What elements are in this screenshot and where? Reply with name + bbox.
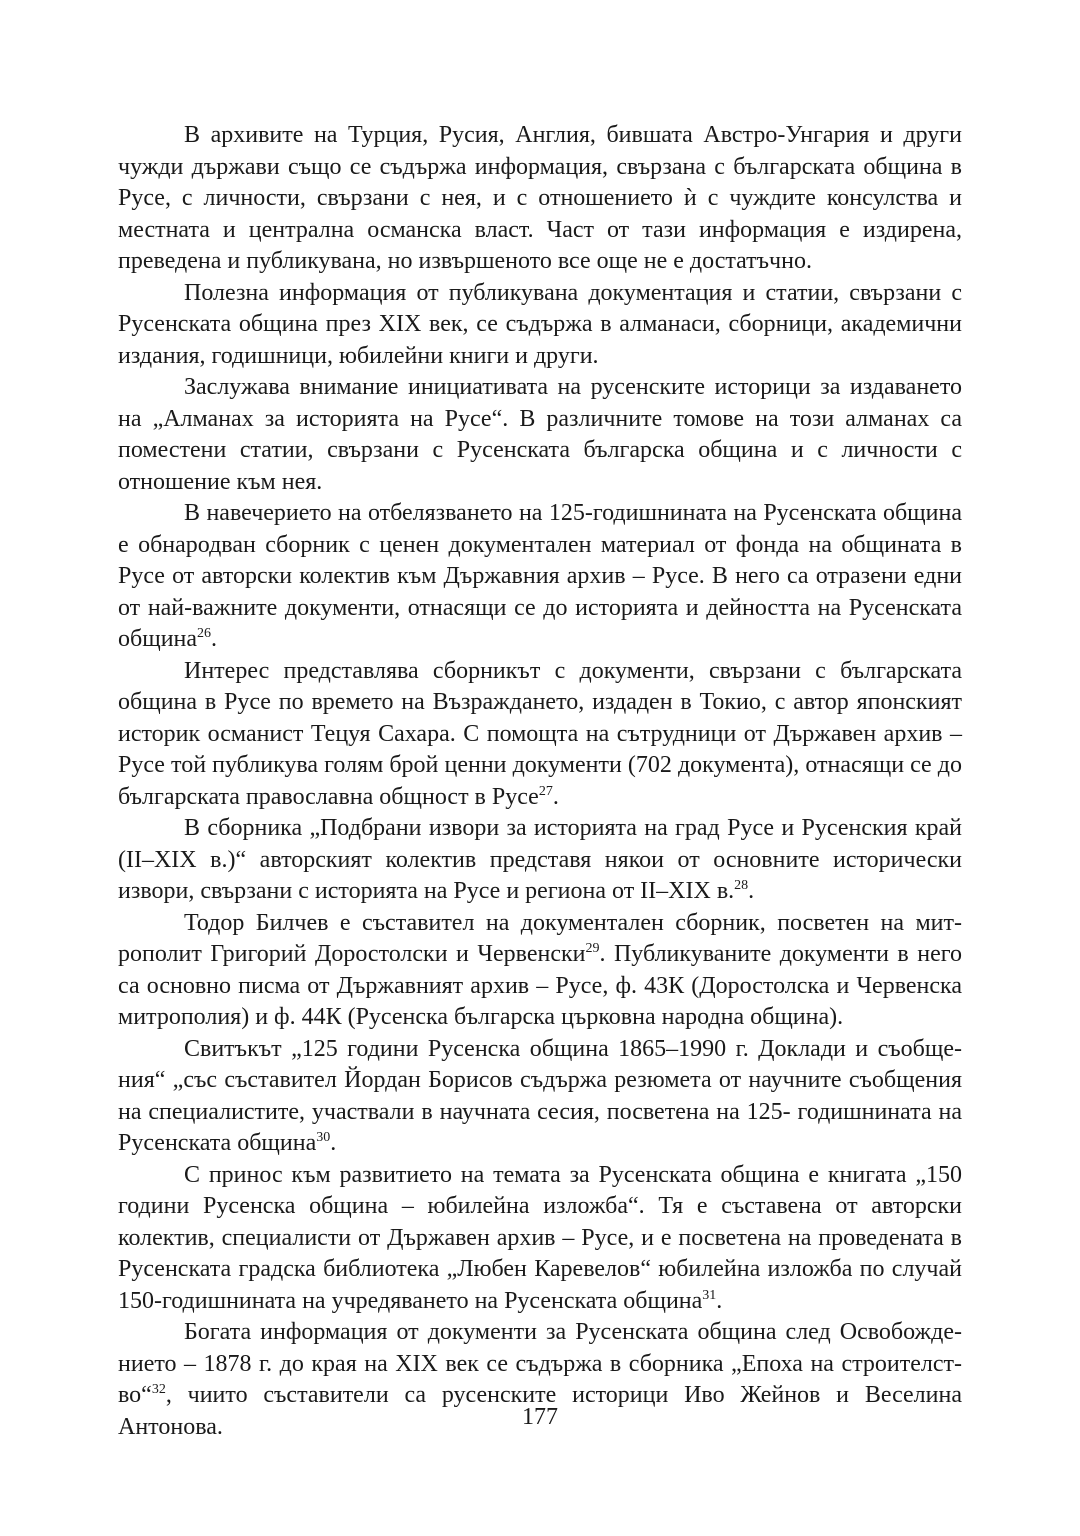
paragraph-tail: . Публикуваните документи в него са основно писма от Държавният архив – Русе, ф. 43К (Доростолска и Червенска митрополия) и ф. 44К (Русенска българска църковна народна община). bbox=[118, 941, 962, 1030]
paragraph-5 bbox=[118, 656, 962, 814]
paragraph-text: Интерес представлява сборникът с документи, свързани с българската община в Русе по времето на Възраждането, издаден в Токио, с автор японският историк османист Тецуя Сахара. С помощта на сътрудници от Държавен архив – Русе той публикува голям брой ценни документи (702 документа), отнасящи се до българската православна общност в Русе bbox=[118, 657, 962, 810]
footnote-ref-28[interactable]: 28 bbox=[734, 878, 749, 893]
paragraph-tail: . bbox=[552, 783, 559, 810]
paragraph-text: Заслужава внимание инициативата на русенските историци за издаването на „Алманах за историята на Русе“. В различните томове на този алманах са поместени статии, свързани с Русенската българска община и с личности с отношение към нея. bbox=[118, 374, 962, 495]
paragraph-2 bbox=[118, 278, 962, 373]
footnote-ref-31[interactable]: 31 bbox=[702, 1287, 717, 1303]
paragraph-3 bbox=[118, 372, 962, 498]
paragraph-9 bbox=[118, 1160, 962, 1318]
footnote-ref-26[interactable]: 26 bbox=[197, 626, 212, 641]
footnote-ref-32[interactable]: 32 bbox=[151, 1382, 166, 1397]
paragraph-tail: . bbox=[716, 1287, 723, 1314]
paragraph-4 bbox=[118, 498, 962, 656]
paragraph-text: В сборника „Подбрани извори за историята на град Русе и Русенския край (II–XIX в.)“ авторският колектив представя някои от основните исторически извори, свързани с историята на Русе и региона от II–XIX в. bbox=[118, 815, 962, 904]
paragraph-text: Богата информация от документи за Русенската община след Освобождението – 1878 г. до края на XIX век се съдържа в сборника „Епоха на строителство“ bbox=[118, 1319, 962, 1408]
paragraph-text: В навечерието на отбелязването на 125-годишнината на Русенската община е обнародван сборник с ценен документален материал от фонда на общината в Русе от авторски колектив към Държавния архив – Русе. В него са отразени едни от най-важните документи, отнасящи се до историята и дейността на Русенската община bbox=[118, 500, 962, 652]
paragraph-7 bbox=[118, 908, 962, 1034]
footnote-ref-29[interactable]: 29 bbox=[585, 941, 600, 956]
paragraph-text: Тодор Билчев е съставител на документален сборник, посветен на митрополит Григорий Доростолски и Червенски bbox=[118, 909, 962, 967]
paragraph-6 bbox=[118, 813, 962, 908]
paragraph-tail: . bbox=[748, 878, 755, 904]
footnote-ref-27[interactable]: 27 bbox=[538, 783, 553, 799]
page-body bbox=[118, 120, 962, 1443]
paragraph-tail: , чиито съставители са русенските историци Иво Жейнов и Веселина Антонова. bbox=[118, 1382, 962, 1440]
page-number: 177 bbox=[522, 1404, 558, 1430]
paragraph-text: Полезна информация от публикувана документация и статии, свързани с Русенската община през XIX век, се съдържа в алманаси, сборници, академични издания, годишници, юбилейни книги и други. bbox=[118, 279, 962, 369]
footnote-ref-30[interactable]: 30 bbox=[316, 1130, 331, 1145]
paragraph-text: В архивите на Турция, Русия, Англия, бившата Австро-Унгария и други чужди държави също се съдържа информация, свързана с българската община в Русе, с личности, свързани с нея, и с отношението ѝ с чуждите консулства и местната и централна османска власт. Част от тази информация е издирена, преведена и публикувана, но извършеното все още не е достатъчно. bbox=[118, 122, 962, 274]
paragraph-text: С принос към развитието на темата за Русенската община е книгата „150 години Русенска община – юбилейна изложба“. Тя е съставена от авторски колектив, специалисти от Държавен архив – Русе, и е посветена на проведената в Русенската градска библиотека „Любен Каревелов“ юбилейна изложба по случай 150-годишнината на учредяването на Русенската община bbox=[118, 1161, 962, 1314]
paragraph-tail: . bbox=[330, 1130, 337, 1156]
paragraph-tail: . bbox=[211, 626, 218, 652]
paragraph-1 bbox=[118, 120, 962, 278]
paragraph-text: Свитъкът „125 години Русенска община 1865–1990 г. Доклади и съобщения“ „със съставител Йордан Борисов съдържа резюмета от научните съобщения на специалистите, участвали в научната сесия, посветена на 125- годишнината на Русенската община bbox=[118, 1035, 962, 1156]
paragraph-8 bbox=[118, 1034, 962, 1160]
